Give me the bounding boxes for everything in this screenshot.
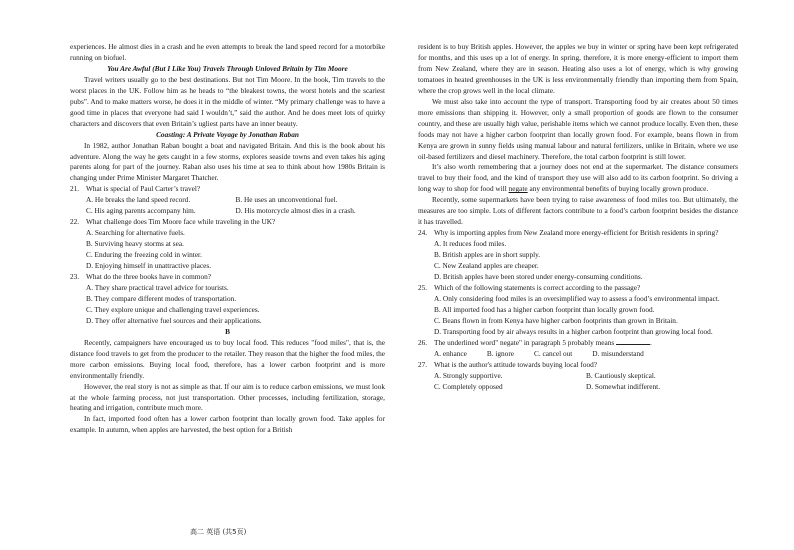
option-b: B. British apples are in short supply. [434, 250, 541, 260]
option-d: D. misunderstand [592, 348, 644, 358]
option-a: A. They share practical travel advice for tourists. [86, 282, 229, 292]
section-heading: B [225, 326, 230, 336]
option-a: A. enhance [434, 348, 467, 358]
question-stem: What do the three books have in common? [86, 272, 212, 282]
paragraph: In fact, imported food often has a lower carbon footprint than locally grown food. Take apples for example. In autumn, when apples are harvested, the best option for a British [70, 414, 385, 435]
option-c: C. Beans flown in from Kenya have higher carbon footprints than grown in Britain. [434, 315, 678, 325]
paragraph: resident is to buy British apples. However, the apples we buy in winter or spring have been kept refrigerated for months, and this uses up a lot of energy. In spring, therefore, it is more energy-efficient to import them from New Zealand, where they are in season. Heating also uses a lot of energy, which is why growing tomatoes in heated greenhouses in the UK is less environmentally friendly than importing them from Spain, where the crop grows well in the local climate. [418, 42, 738, 95]
page-footer: 高二 英语 (共5页) [190, 528, 247, 536]
paragraph: However, the real story is not as simple as that. If our aim is to reduce carbon emissions, we must look at the whole farming process, not just transportation. Other processes, including fertilization, storage, heating and irrigation, contribute much more. [70, 381, 385, 413]
option-d: D. Transporting food by air always results in a higher carbon footprint than growing local food. [434, 326, 713, 336]
left-column [70, 42, 385, 436]
question-number: 27. [418, 359, 428, 369]
text-run: any environmental benefits of buying locally grown produce. [527, 184, 709, 194]
question-number: 26. [418, 337, 428, 347]
right-column [418, 42, 738, 393]
question-number: 23. [70, 272, 80, 282]
question-23 [70, 272, 385, 327]
option-b: B. He uses an unconventional fuel. [235, 195, 338, 205]
question-21 [70, 184, 385, 217]
question-number: 21. [70, 184, 80, 194]
option-d: D. Somewhat indifferent. [586, 381, 661, 391]
text-run: It’s also worth remembering that a journey does not end at the supermarket. The distance consumers travel to buy their food, and the kind of transport they use will also add to its carbon footprint. So driving a long way to shop for food will [418, 162, 738, 194]
paragraph: In 1982, author Jonathan Raban bought a boat and navigated Britain. And this is the book about his adventure. Along the way he gets caught in a few storms, explores seaside towns and even takes his aging parents along for part of the journey. Raban also uses his time at sea to think about how 1980s Britain is changing under Prime Minister Margaret Thatcher. [70, 140, 385, 183]
question-stem: What is the author's attitude towards buying local food? [434, 359, 598, 369]
question-22 [70, 217, 385, 272]
option-c: C. Completely opposed [434, 381, 503, 391]
paragraph: Travel writers usually go to the best destinations. But not Tim Moore. In the book, Tim travels to the worst places in the UK. Follow him as he heads to “the bleakest towns, the worst hotels and the scariest pubs”. And to make matters worse, he does it in the middle of winter. “My primary challenge was to have a good time in places that everyone had said I wouldn’t,” said the author. And he does meet lots of quirky characters and discovers that even Britain’s ugliest parts have an inner beauty. [70, 74, 385, 128]
option-d: D. His motorcycle almost dies in a crash. [235, 206, 356, 216]
question-26: 26. The underlined word" negate" in paragraph 5 probably means . A. enhance B. ignore C. cancel out D. misunderstand [418, 337, 652, 358]
option-c: C. His aging parents accompany him. [86, 206, 196, 216]
option-c: C. They explore unique and challenging travel experiences. [86, 304, 260, 314]
underlined-word: negate [508, 184, 528, 194]
option-d: D. British apples have been stored under energy-consuming conditions. [434, 272, 643, 282]
question-stem: Why is importing apples from New Zealand more energy-efficient for British residents in spring? [434, 228, 719, 238]
option-d: D. Enjoying himself in unattractive places. [86, 261, 212, 271]
option-b: B. ignore [486, 348, 514, 358]
paragraph: experiences. He almost dies in a crash and he even attempts to break the land speed record for a motorbike running on biofuel. [70, 42, 385, 62]
option-b: B. They compare different modes of transportation. [86, 293, 237, 303]
option-a: A. It reduces food miles. [434, 239, 507, 249]
option-c: C. New Zealand apples are cheaper. [434, 261, 539, 271]
book-title: You Are Awful (But I Like You) Travels Through Unloved Britain by Tim Moore [107, 63, 348, 73]
option-c: C. cancel out [534, 348, 573, 358]
question-24 [418, 228, 738, 283]
question-number: 25. [418, 282, 428, 292]
question-stem: The underlined word" negate" in paragraph 5 probably means [434, 337, 615, 347]
paragraph: Recently, campaigners have encouraged us to buy local food. This reduces "food miles", that is, the distance food travels to get from the producer to the retailer. They reason that the higher the food miles, the more carbon emissions. Buying local food, therefore, has a lower carbon footprint and is more environmentally friendly. [70, 337, 385, 380]
option-a: A. Strongly supportive. [434, 370, 503, 380]
book-title: Coasting: A Private Voyage by Jonathan Raban [156, 129, 299, 139]
option-a: A. Only considering food miles is an oversimplified way to assess a food’s environmental impact. [434, 293, 720, 303]
option-a: A. He breaks the land speed record. [86, 195, 191, 205]
option-c: C. Enduring the freezing cold in winter. [86, 250, 202, 260]
paragraph [418, 162, 738, 195]
answer-blank [616, 344, 650, 345]
question-27 [418, 360, 738, 393]
option-d: D. They offer alternative fuel sources and their applications. [86, 315, 262, 325]
option-b: B. Surviving heavy storms at sea. [86, 239, 184, 249]
question-number: 22. [70, 217, 80, 227]
option-b: B. Cautiously skeptical. [586, 370, 656, 380]
question-number: 24. [418, 228, 428, 238]
option-a: A. Searching for alternative fuels. [86, 228, 185, 238]
question-stem: What challenge does Tim Moore face while traveling in the UK? [86, 217, 276, 227]
option-b: B. All imported food has a higher carbon footprint than locally grown food. [434, 304, 655, 314]
paragraph: Recently, some supermarkets have been trying to raise awareness of food miles too. But ultimately, the measures are too simple. Lots of different factors contribute to a food’s carbon footprint besides the distance it has travelled. [418, 195, 738, 227]
paragraph: We must also take into account the type of transport. Transporting food by air creates about 50 times more emissions than shipping it. However, only a small proportion of goods are flown to the consumer country, and these are usually high value, perishable items which we cannot produce locally. Even then, these foods may not have a higher carbon footprint than locally grown food. For example, beans flown in from Kenya are grown in sunny fields using manual labour and natural fertilizers, unlike in Britain, where we use oil-based fertilizers and diesel machinery. Therefore, the total carbon footprint is still lower. [418, 96, 738, 161]
question-25 [418, 283, 738, 338]
question-stem: Which of the following statements is correct according to the passage? [434, 282, 641, 292]
question-stem: What is special of Paul Carter’s travel? [86, 184, 201, 194]
